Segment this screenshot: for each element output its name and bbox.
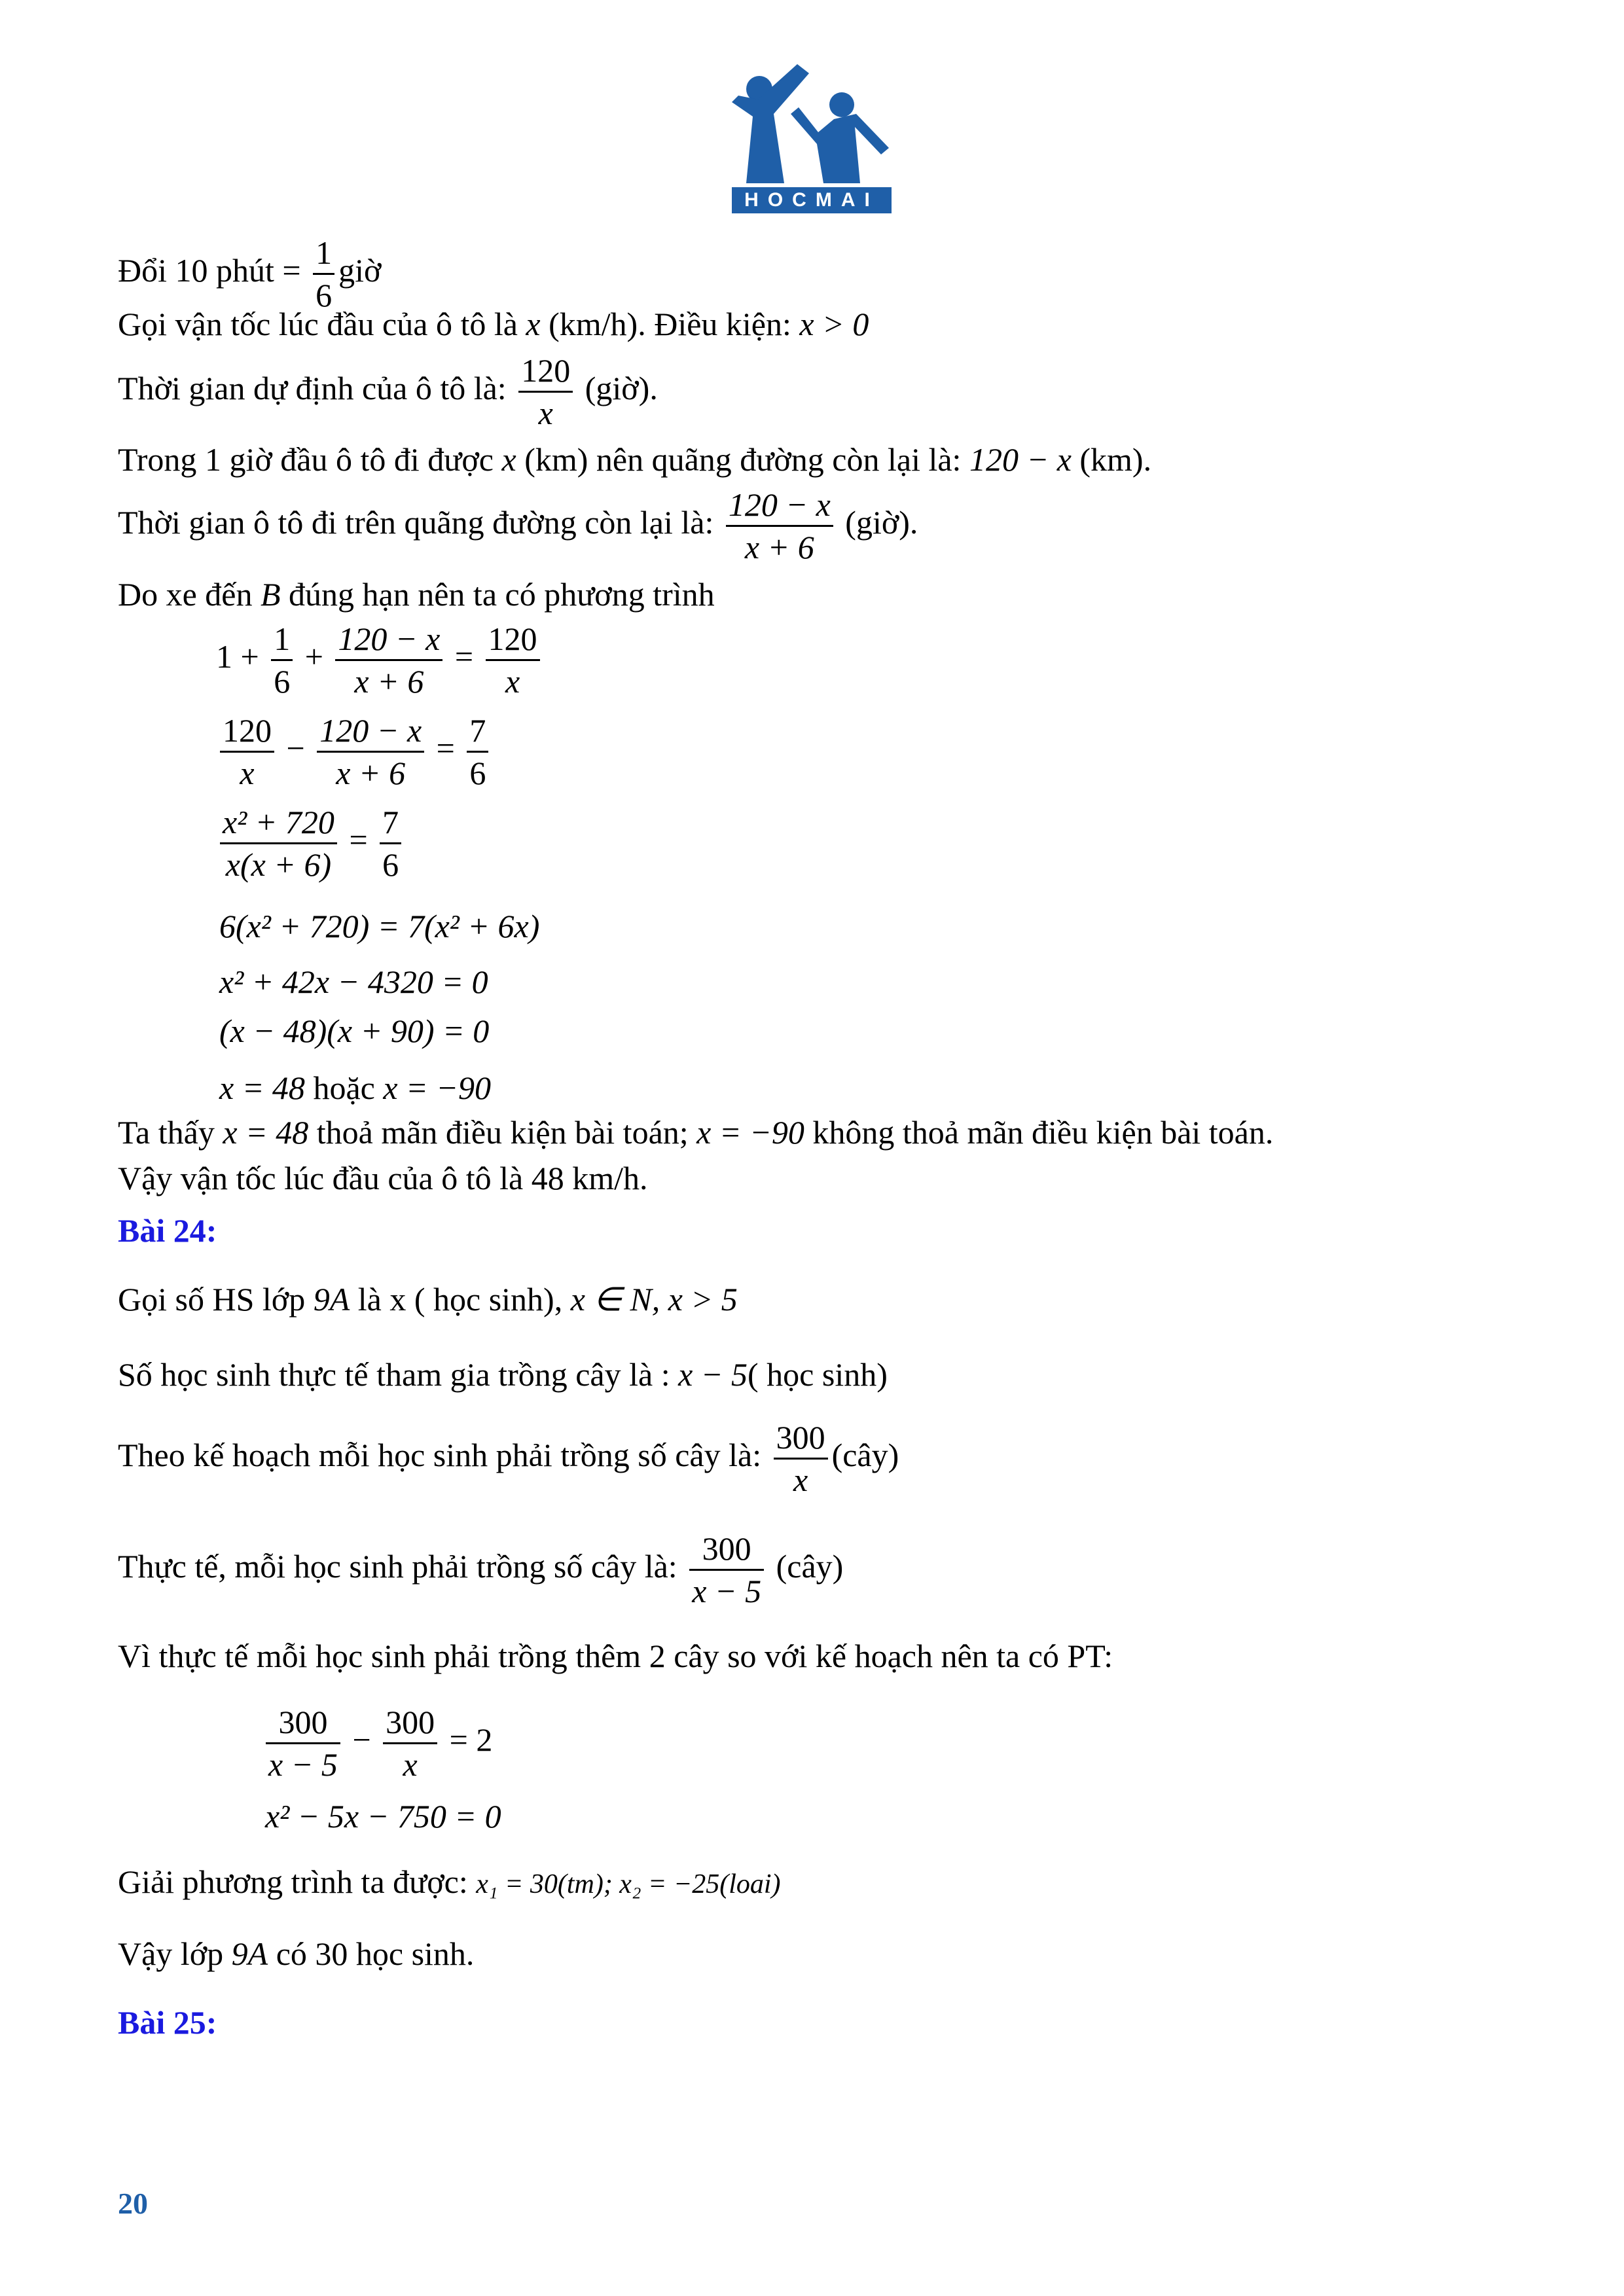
equation-b24-2: x² − 5x − 750 = 0 [265,1798,501,1835]
page-number: 20 [118,2187,148,2220]
fraction: $\frac{120 - x}{x + 6}$ [726,484,833,567]
line-actual-trees: Thực tế, mỗi học sinh phải trồng số cây là: $\frac{300}{x - 5}$ (cây) [118,1528,843,1611]
equation-2: $\frac{120}{x}$ − $\frac{120 - x}{x + 6}$ = $\frac{7}{6}$ [216,710,492,793]
fraction: $\frac{300}{x - 5}$ [689,1528,764,1611]
line-solve-result: Giải phương trình ta được: x₁ = 30(tm); x₂ = −25(loai) [118,1863,781,1900]
equation-3: $\frac{\text{x² + 720}}{x(x + 6)}$ = $\frac{7}{6}$ [216,802,405,885]
line-b24-conclusion: Vậy lớp 9A có 30 học sinh. [118,1935,475,1972]
heading-bai-24: Bài 24: [118,1212,217,1249]
equation-b24-1: $\frac{300}{x - 5}$ − $\frac{300}{x}$ = 2 [262,1702,492,1785]
line-remaining-time: Thời gian ô tô đi trên quãng đường còn lại là: $\frac{120 - x}{x + 6}$ (giờ). [118,484,918,567]
equation-6: (x − 48)(x + 90) = 0 [219,1013,490,1049]
line-extra-trees: Vì thực tế mỗi học sinh phải trồng thêm 2 cây so với kế hoạch nên ta có PT: [118,1638,1113,1674]
line-conclusion: Vậy vận tốc lúc đầu của ô tô là 48 km/h. [118,1160,648,1196]
heading-bai-25: Bài 25: [118,2004,217,2041]
fraction: $\frac{300}{x}$ [774,1417,828,1500]
line-check-solutions: Ta thấy x = 48 thoả mãn điều kiện bài toán; x = −90 không thoả mãn điều kiện bài toán. [118,1114,1274,1151]
equation-4: 6(x² + 720) = 7(x² + 6x) [219,908,540,944]
line-equation-intro: Do xe đến B đúng hạn nên ta có phương trình [118,576,715,613]
line-define-variable: Gọi vận tốc lúc đầu của ô tô là x (km/h). Điều kiện: x > 0 [118,306,869,342]
line-planned-trees: Theo kế hoạch mỗi học sinh phải trồng số cây là: $\frac{300}{x}$ (cây) [118,1417,899,1500]
fraction: $\frac{1}{6}$ [313,232,334,315]
line-first-hour: Trong 1 giờ đầu ô tô đi được x (km) nên quãng đường còn lại là: 120 − x (km). [118,441,1152,478]
equation-7: x = 48 hoặc x = −90 [219,1069,492,1106]
line-convert-minutes: Đổi 10 phút = $\frac{1}{6}$ giờ [118,232,381,315]
hocmai-logo [727,59,897,216]
line-define-students: Gọi số HS lớp 9A là x ( học sinh), x ∈ N, x > 5 [118,1281,738,1318]
fraction: $\frac{120}{x}$ [518,350,573,433]
line-actual-students: Số học sinh thực tế tham gia trồng cây là : x − 5( học sinh) [118,1356,888,1393]
line-planned-time: Thời gian dự định của ô tô là: $\frac{120}{x}$ (giờ). [118,350,658,433]
equation-5: x² + 42x − 4320 = 0 [219,963,488,1000]
logo-text: HOCMAI [744,189,879,211]
equation-1: 1 + $\frac{1}{6}$ + $\frac{120 - x}{x + 6}$ = $\frac{120}{x}$ [216,619,544,702]
